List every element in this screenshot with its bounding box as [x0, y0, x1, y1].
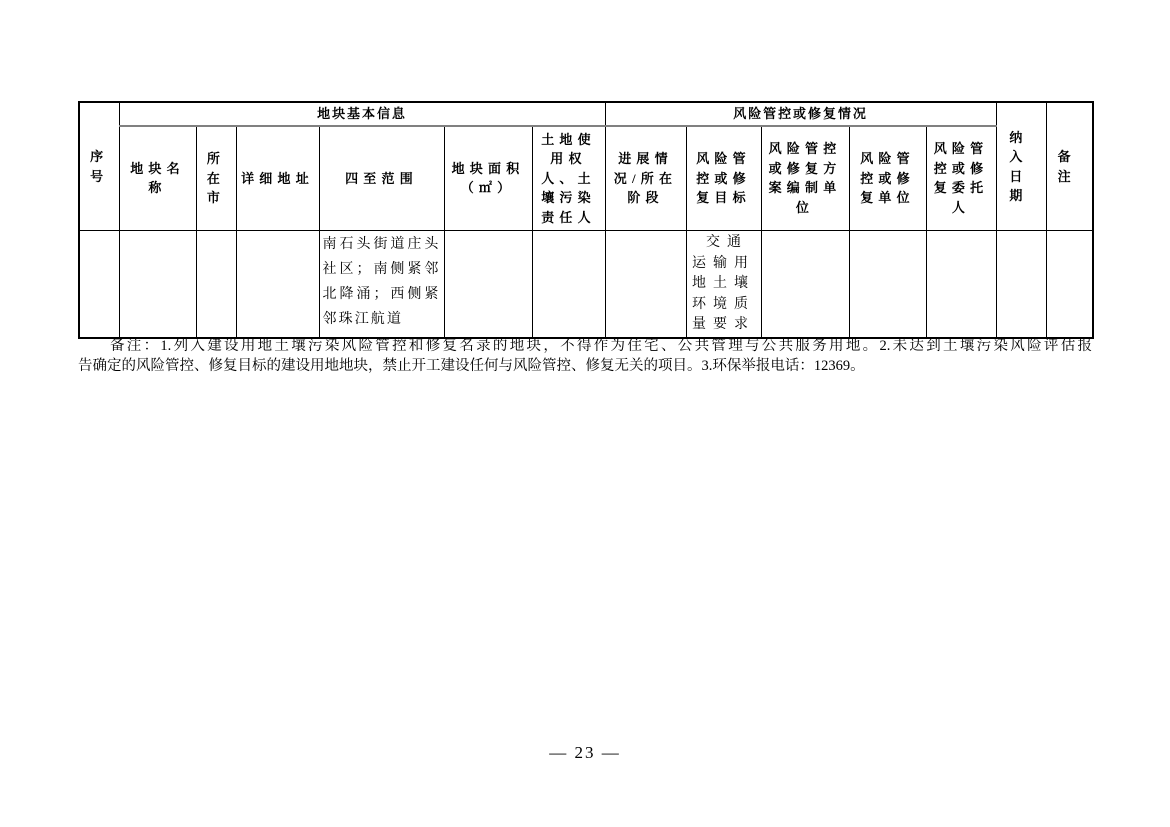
- cell-progress-stage: [605, 231, 686, 338]
- header-land-use-rights-holder: 土地使用权人、土壤污染责任人: [532, 126, 605, 231]
- header-parcel-name: 地块名称: [119, 126, 196, 231]
- group-header-risk-control-status: 风险管控或修复情况: [605, 102, 996, 126]
- cell-plan-compilation-unit: [761, 231, 849, 338]
- header-risk-control-target: 风险管控或修复目标: [686, 126, 761, 231]
- cell-inclusion-date: [996, 231, 1046, 338]
- cell-detailed-address: [236, 231, 319, 338]
- cell-boundary-range: 南石头街道庄头社区；南侧紧邻北降涌；西侧紧邻珠江航道: [319, 231, 444, 338]
- header-plan-compilation-unit: 风险管控或修复方案编制单位: [761, 126, 849, 231]
- cell-risk-control-target: 交通运输用地土壤环境质量要求: [686, 231, 761, 338]
- header-serial-number: 序号: [79, 102, 119, 231]
- header-boundary-range: 四至范围: [319, 126, 444, 231]
- cell-remediation-client: [926, 231, 996, 338]
- group-header-parcel-basic-info: 地块基本信息: [119, 102, 605, 126]
- cell-parcel-area: [444, 231, 532, 338]
- group-header-row: [79, 102, 1093, 126]
- cell-serial-number: [79, 231, 119, 338]
- sub-header-row: [79, 126, 1093, 231]
- cell-land-use-rights-holder: [532, 231, 605, 338]
- header-parcel-area: 地块面积（㎡）: [444, 126, 532, 231]
- header-remediation-unit: 风险管控或修复单位: [849, 126, 926, 231]
- header-detailed-address: 详细地址: [236, 126, 319, 231]
- footnote-line: 告确定的风险管控、修复目标的建设用地地块，禁止开工建设任何与风险管控、修复无关的项目。3.环保举报电话：12369。: [78, 358, 865, 374]
- cell-remarks: [1046, 231, 1093, 338]
- header-inclusion-date: 纳入日期: [996, 102, 1046, 231]
- cell-remediation-unit: [849, 231, 926, 338]
- cell-parcel-name: [119, 231, 196, 338]
- page-number: — 23 —: [549, 743, 621, 762]
- cell-city: [196, 231, 236, 338]
- table-row: [79, 231, 1093, 338]
- header-city: 所在市: [196, 126, 236, 231]
- header-progress-stage: 进展情况/所在阶段: [605, 126, 686, 231]
- footnote-block: [78, 336, 1092, 376]
- header-remediation-client: 风险管控或修复委托人: [926, 126, 996, 231]
- land-parcel-registry-table: [78, 101, 1094, 339]
- header-remarks: 备注: [1046, 102, 1093, 231]
- footnote-line: 备注：1.列入建设用地土壤污染风险管控和修复名录的地块，不得作为住宅、公共管理与公共服务用地。2.未达到土壤污染风险评估报: [110, 338, 1092, 354]
